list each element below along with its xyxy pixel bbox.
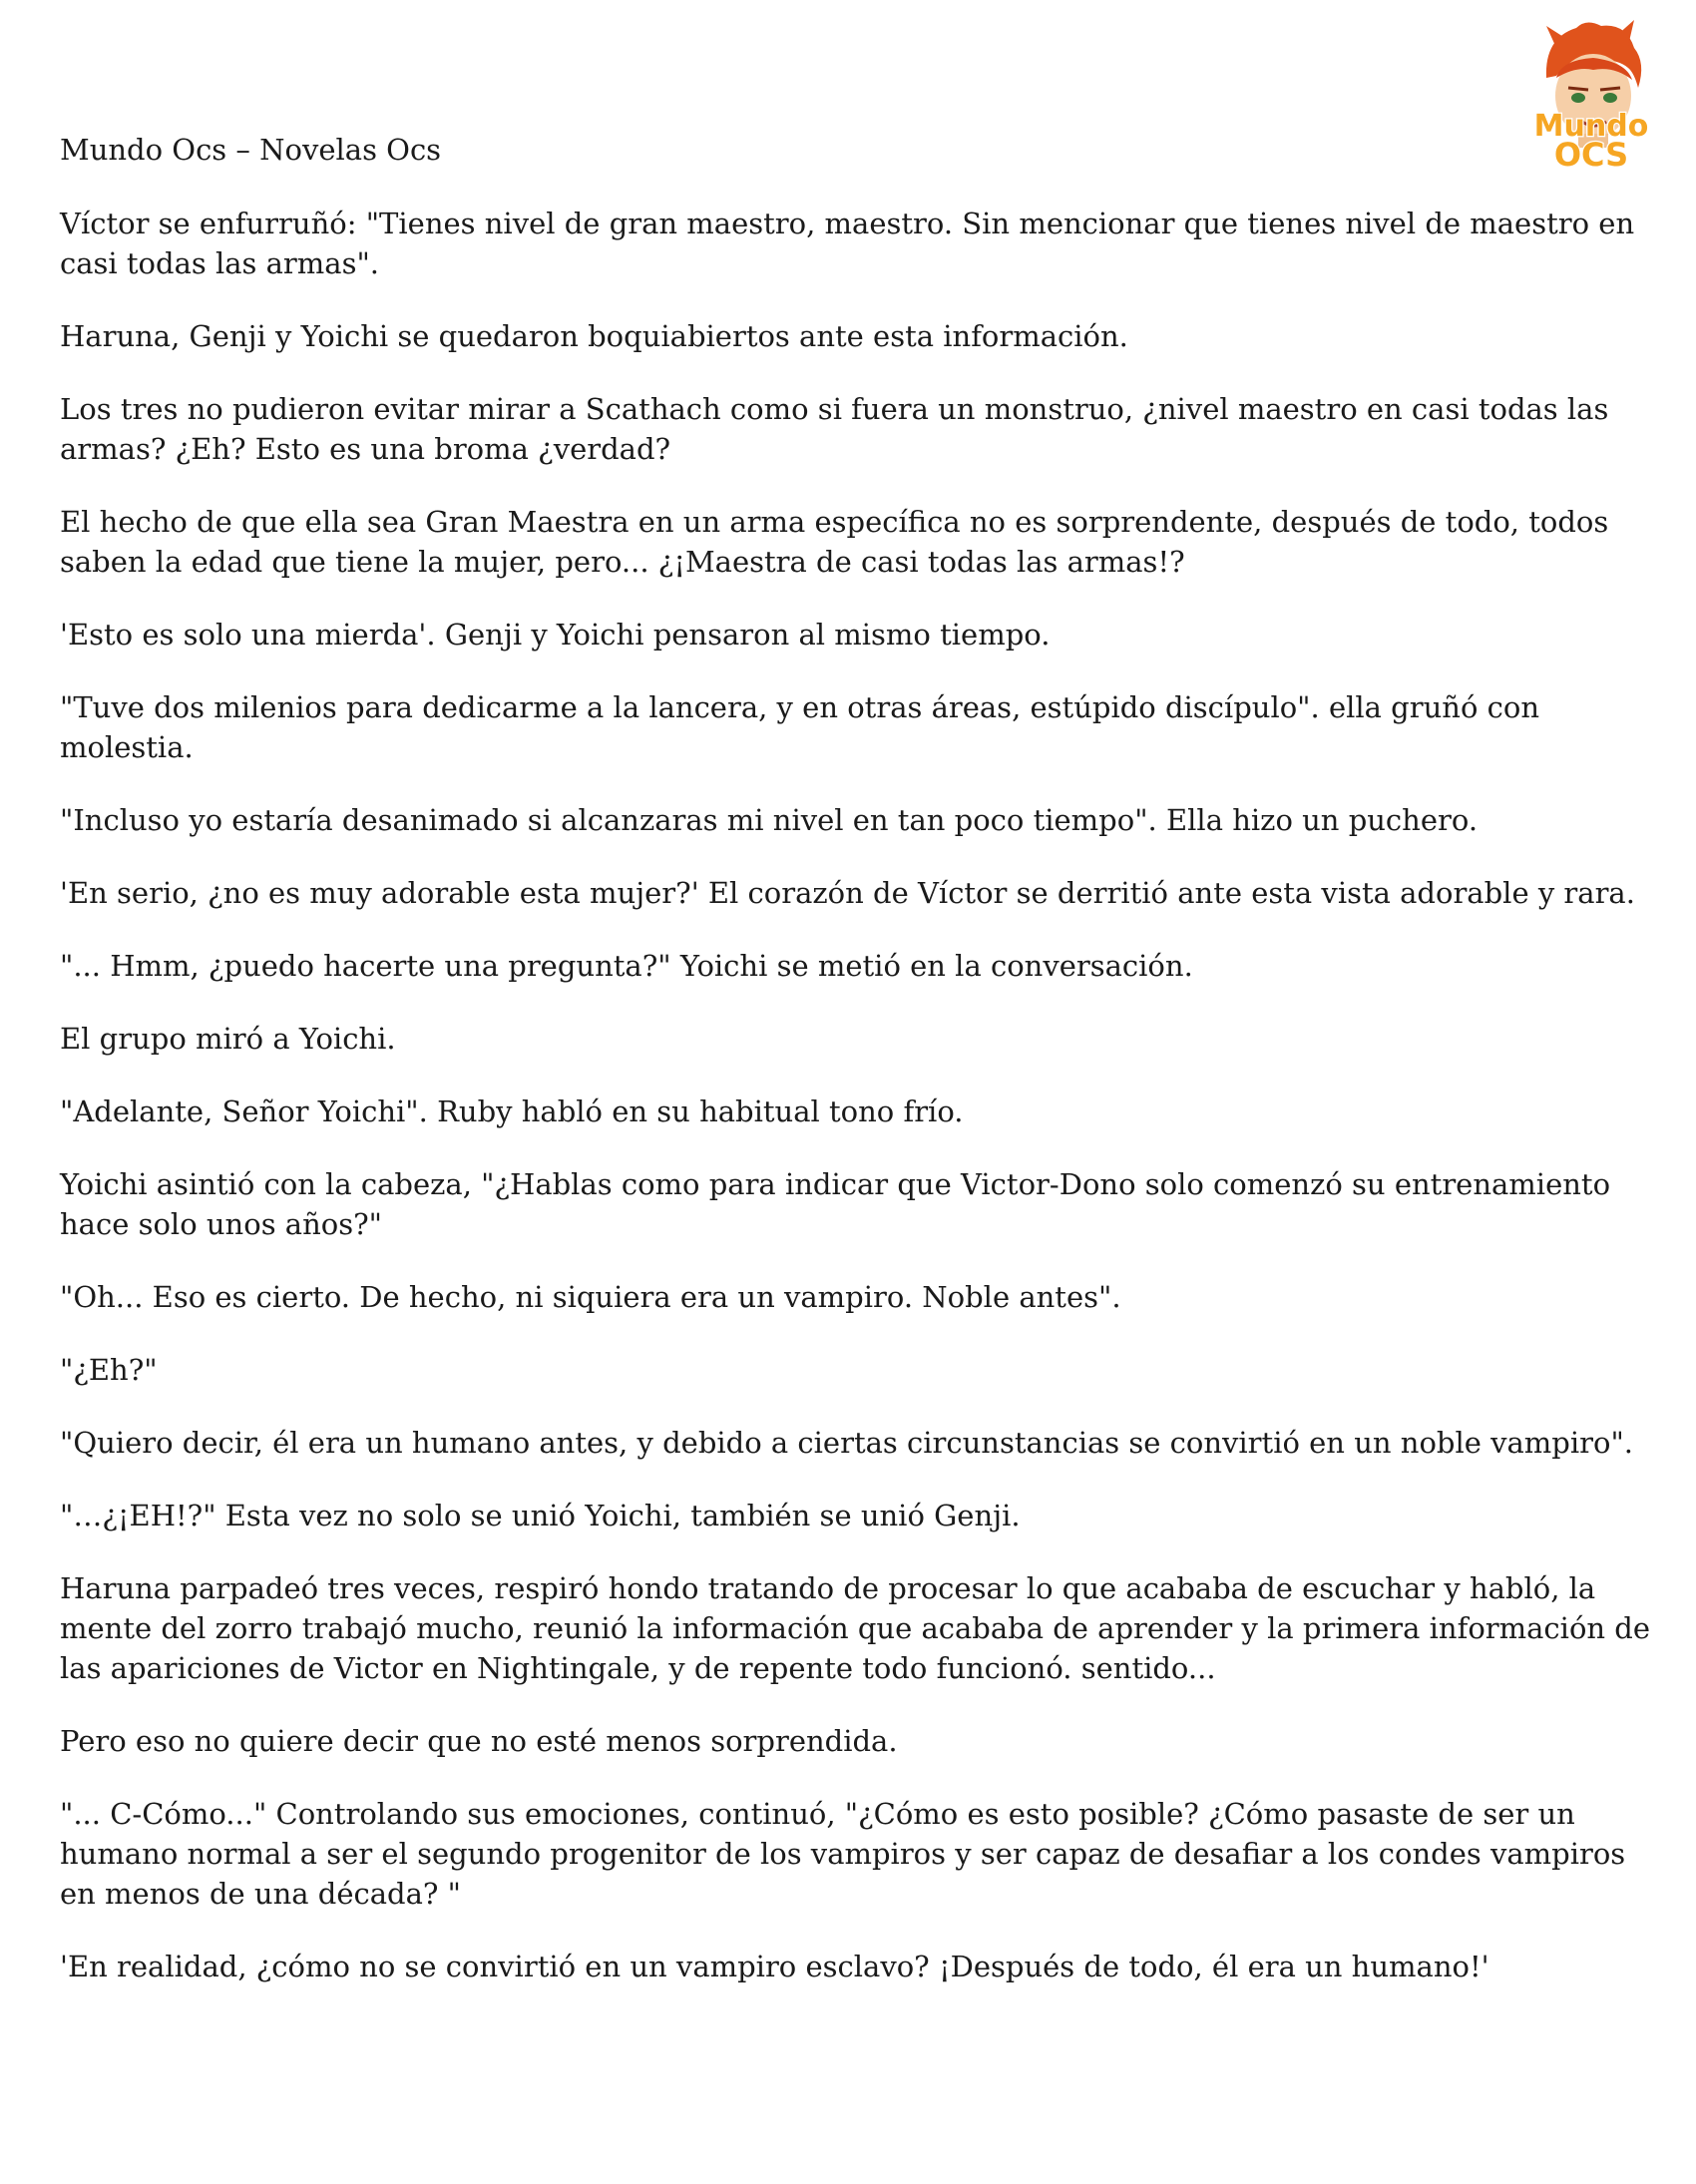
paragraph: "... Hmm, ¿puedo hacerte una pregunta?" Yoichi se metió en la conversación. bbox=[60, 949, 1193, 983]
paragraph: "Quiero decir, él era un humano antes, y debido a ciertas circunstancias se convirtió en un noble vampiro". bbox=[60, 1426, 1634, 1460]
svg-text:Mundo: Mundo bbox=[1533, 109, 1649, 144]
paragraph: "... C-Cómo..." Controlando sus emociones, continuó, "¿Cómo es esto posible? ¿Cómo pasaste de ser un humano normal a ser el segundo progenitor de los vampiros y ser capaz de desafiar a los condes vampiros en menos de una década? " bbox=[60, 1797, 1626, 1911]
paragraph: 'En serio, ¿no es muy adorable esta mujer?' El corazón de Víctor se derritió ante esta vista adorable y rara. bbox=[60, 876, 1635, 910]
paragraph: Yoichi asintió con la cabeza, "¿Hablas como para indicar que Victor-Dono solo comenzó su entrenamiento hace solo unos años?" bbox=[60, 1167, 1611, 1241]
mundo-ocs-logo bbox=[1516, 18, 1666, 170]
paragraph: 'Esto es solo una mierda'. Genji y Yoichi pensaron al mismo tiempo. bbox=[60, 618, 1051, 652]
paragraph: Haruna, Genji y Yoichi se quedaron boquiabiertos ante esta información. bbox=[60, 319, 1128, 353]
paragraph: "Oh... Eso es cierto. De hecho, ni siquiera era un vampiro. Noble antes". bbox=[60, 1280, 1121, 1314]
paragraph: "Tuve dos milenios para dedicarme a la lancera, y en otras áreas, estúpido discípulo". ella gruñó con molestia. bbox=[60, 690, 1540, 764]
paragraph: "¿Eh?" bbox=[60, 1353, 158, 1387]
paragraph: "Adelante, Señor Yoichi". Ruby habló en su habitual tono frío. bbox=[60, 1094, 964, 1128]
paragraph: "Incluso yo estaría desanimado si alcanzaras mi nivel en tan poco tiempo". Ella hizo un puchero. bbox=[60, 803, 1479, 837]
paragraph: "…¿¡EH!?" Esta vez no solo se unió Yoichi, también se unió Genji. bbox=[60, 1499, 1021, 1532]
paragraph: 'En realidad, ¿cómo no se convirtió en un vampiro esclavo? ¡Después de todo, él era un humano!' bbox=[60, 1950, 1489, 1983]
document-body bbox=[60, 204, 1656, 2019]
paragraph: Haruna parpadeó tres veces, respiró hondo tratando de procesar lo que acababa de escuchar y habló, la mente del zorro trabajó mucho, reunió la información que acababa de aprender y la primera información de las apariciones de Victor en Nightingale, y de repente todo funcionó. sentido... bbox=[60, 1571, 1651, 1685]
paragraph: El grupo miró a Yoichi. bbox=[60, 1022, 396, 1056]
svg-text:OCS: OCS bbox=[1553, 136, 1629, 170]
paragraph: Los tres no pudieron evitar mirar a Scathach como si fuera un monstruo, ¿nivel maestro en casi todas las armas? ¿Eh? Esto es una broma ¿verdad? bbox=[60, 392, 1609, 466]
page-header: Mundo Ocs – Novelas Ocs bbox=[60, 133, 442, 167]
paragraph: Pero eso no quiere decir que no esté menos sorprendida. bbox=[60, 1724, 898, 1758]
paragraph: El hecho de que ella sea Gran Maestra en un arma específica no es sorprendente, después de todo, todos saben la edad que tiene la mujer, pero... ¿¡Maestra de casi todas las armas!? bbox=[60, 505, 1609, 579]
paragraph: Víctor se enfurruñó: "Tienes nivel de gran maestro, maestro. Sin mencionar que tienes nivel de maestro en casi todas las armas". bbox=[60, 207, 1635, 280]
